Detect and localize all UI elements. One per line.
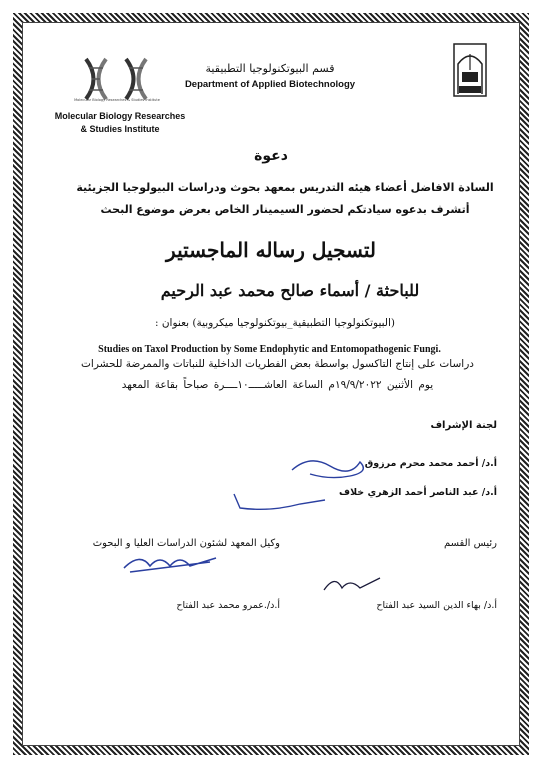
invitation-title: دعوة	[254, 148, 288, 164]
committee-member-1: أ.د/ أحمد محمد محرم مرزوق	[364, 458, 497, 469]
arabic-thesis-title: دراسات على إنتاج التاكسول بواسطة بعض الفطريات الداخلية للنباتات والممرضة للحشرات	[81, 358, 474, 370]
invitation-line: أتشرف بدعوه سيادتكم لحضور السيمينار الخاص بعرض موضوع البحث	[100, 203, 470, 216]
vice-dean-name: أ.د/.عمرو محمد عبد الفتاح	[176, 600, 280, 611]
signature-vice-dean	[120, 548, 220, 578]
department-arabic: قسم البيوتكنولوجيا التطبيقية	[205, 62, 335, 75]
university-seal-icon	[440, 42, 500, 100]
institute-logo-icon	[56, 54, 176, 104]
department-english: Department of Applied Biotechnology	[184, 79, 356, 90]
department-head-name: أ.د/ بهاء الدين السيد عبد الفتاح	[376, 600, 497, 611]
specialization-line: (البيوتكنولوجيا التطبيقية_بيوتكنولوجيا ميكروبية) بعنوان :	[154, 317, 396, 329]
vice-dean-title: وكيل المعهد لشئون الدراسات العليا و البحوث	[92, 538, 280, 549]
institute-name-line1: Molecular Biology Researches	[54, 111, 186, 121]
institute-name	[40, 110, 200, 136]
signature-member-2	[230, 488, 330, 516]
thesis-registration: لتسجيل رساله الماجستير	[166, 238, 376, 262]
addressee-line: السادة الافاضل أعضاء هيئه التدريس بمعهد بحوث ودراسات البيولوجيا الجزيئية	[76, 181, 494, 194]
signature-member-1	[290, 452, 380, 482]
institute-name-line2: & Studies Institute	[80, 124, 160, 134]
committee-heading: لجنة الإشراف	[430, 420, 497, 431]
english-thesis-title: Studies on Taxol Production by Some Endophytic and Entomopathogenic Fungi.	[98, 344, 441, 355]
date-time-line: يوم الأثنين ١٩/٩/٢٠٢٢م الساعة العاشـــــ١٠ــــرة صباحاً بقاعة المعهد	[121, 379, 434, 391]
committee-member-2: أ.د/ عبد الناصر أحمد الزهري خلاف	[339, 487, 497, 498]
researcher-name: للباحثة / أسماء صالح محمد عبد الرحيم	[160, 281, 420, 300]
institute-logo-caption: Molecular Biology Researches & Studies Institute	[74, 98, 160, 102]
department-head-title: رئيس القسم	[443, 538, 497, 549]
signature-department-head	[320, 570, 390, 598]
